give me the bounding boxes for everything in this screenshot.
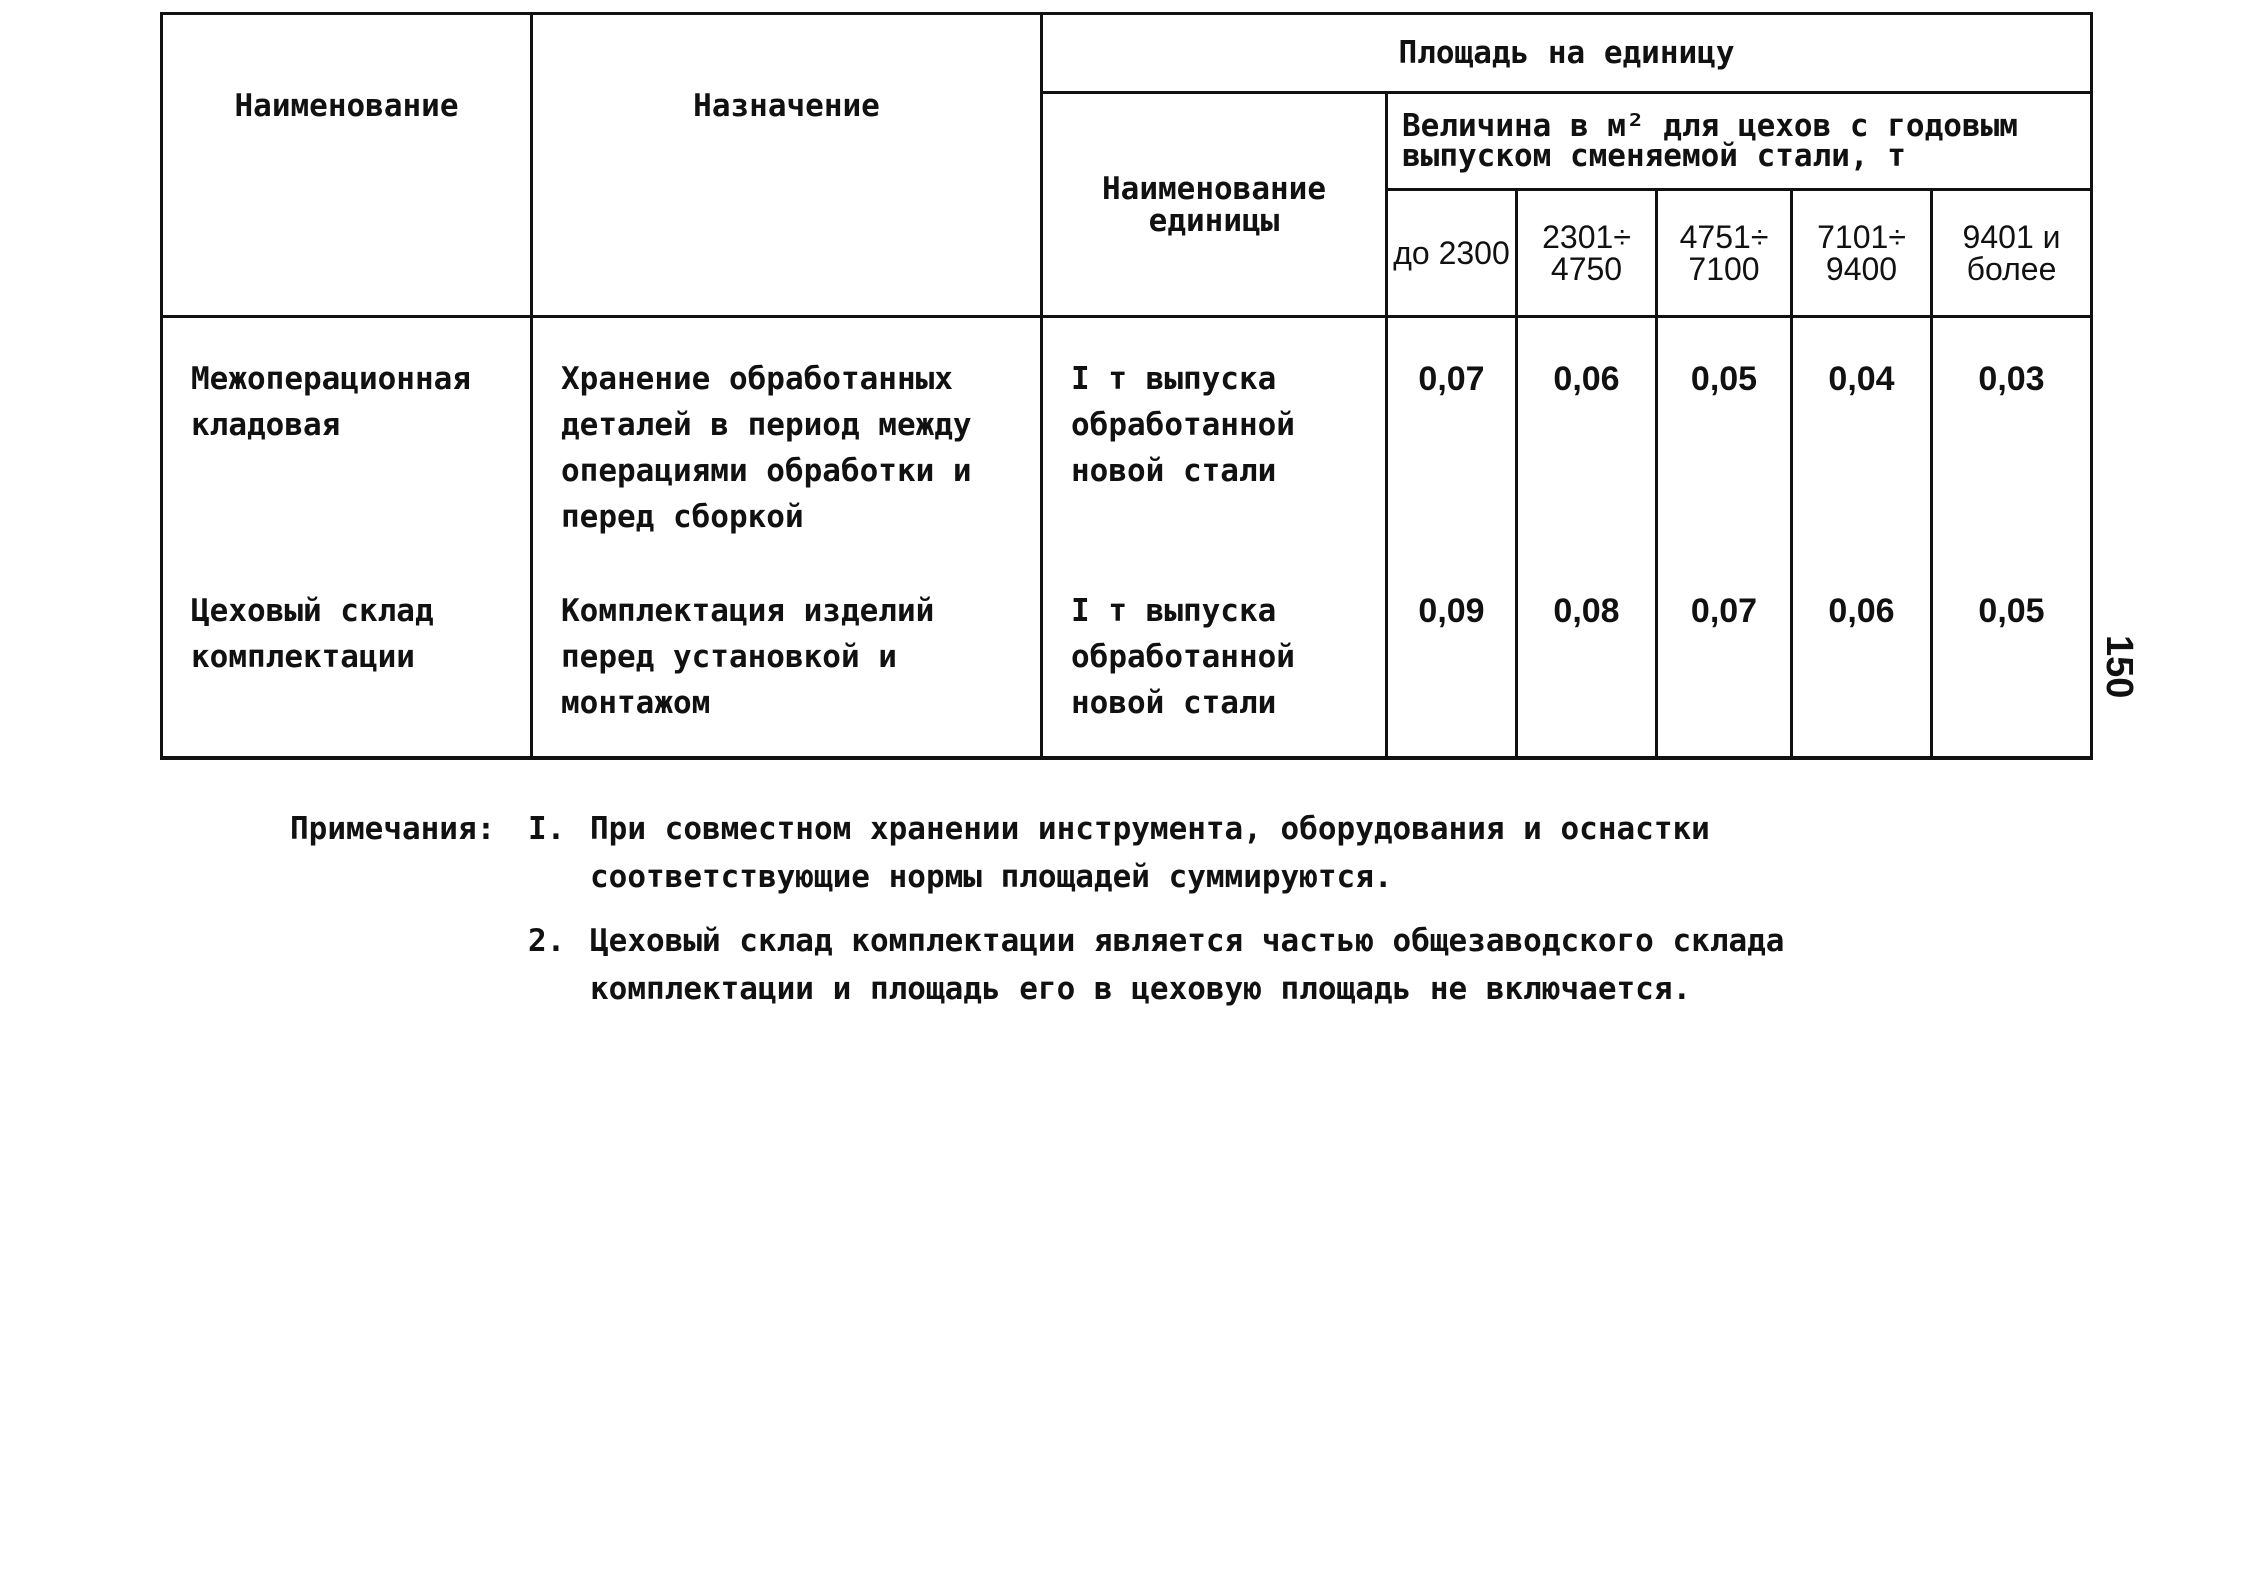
header-name: Наименование (162, 14, 532, 317)
notes-block (290, 805, 1950, 1013)
row-value: 0,03 (1932, 317, 2092, 567)
note-continuation (290, 853, 1950, 901)
note-text: комплектации и площадь его в цеховую площадь не включается. (590, 971, 1692, 1007)
table-row (162, 317, 2092, 567)
note-number: 2. (528, 923, 566, 959)
header-magnitude: Величина в м² для цехов с годовым выпуском сменяемой стали, т (1387, 93, 2092, 190)
row-value: 0,05 (1657, 317, 1792, 567)
page-number: 150 (2098, 635, 2140, 699)
header-purpose: Назначение (532, 14, 1042, 317)
note-item (290, 917, 1950, 965)
note-continuation (290, 965, 1950, 1013)
header-range: 4751÷ 7100 (1657, 190, 1792, 317)
row-unit: I т выпуска обработанной новой стали (1042, 566, 1387, 758)
row-value: 0,08 (1517, 566, 1657, 758)
table-row (162, 566, 2092, 758)
norms-table (160, 12, 2093, 760)
note-text: При совместном хранении инструмента, оборудования и оснастки (590, 811, 1710, 847)
note-text: Цеховый склад комплектации является частью общезаводского склада (590, 923, 1785, 959)
row-value: 0,06 (1792, 566, 1932, 758)
row-name: Межоперационная кладовая (162, 317, 532, 567)
header-area-per-unit: Площадь на единицу (1042, 14, 2092, 93)
row-value: 0,09 (1387, 566, 1517, 758)
header-range: 7101÷ 9400 (1792, 190, 1932, 317)
header-unit-name: Наименование единицы (1042, 93, 1387, 317)
row-value: 0,06 (1517, 317, 1657, 567)
row-name: Цеховый склад комплектации (162, 566, 532, 758)
note-item (290, 805, 1950, 853)
header-range: до 2300 (1387, 190, 1517, 317)
row-purpose: Хранение обработанных деталей в период между операциями обработки и перед сборкой (532, 317, 1042, 567)
note-text: соответствующие нормы площадей суммируются. (590, 859, 1393, 895)
row-value: 0,05 (1932, 566, 2092, 758)
header-range: 2301÷ 4750 (1517, 190, 1657, 317)
header-row-1 (162, 14, 2092, 93)
header-range: 9401 и более (1932, 190, 2092, 317)
row-value: 0,07 (1387, 317, 1517, 567)
row-purpose: Комплектация изделий перед установкой и монтажом (532, 566, 1042, 758)
row-value: 0,04 (1792, 317, 1932, 567)
row-value: 0,07 (1657, 566, 1792, 758)
note-number: I. (528, 811, 566, 847)
row-unit: I т выпуска обработанной новой стали (1042, 317, 1387, 567)
notes-label: Примечания: (290, 811, 496, 847)
